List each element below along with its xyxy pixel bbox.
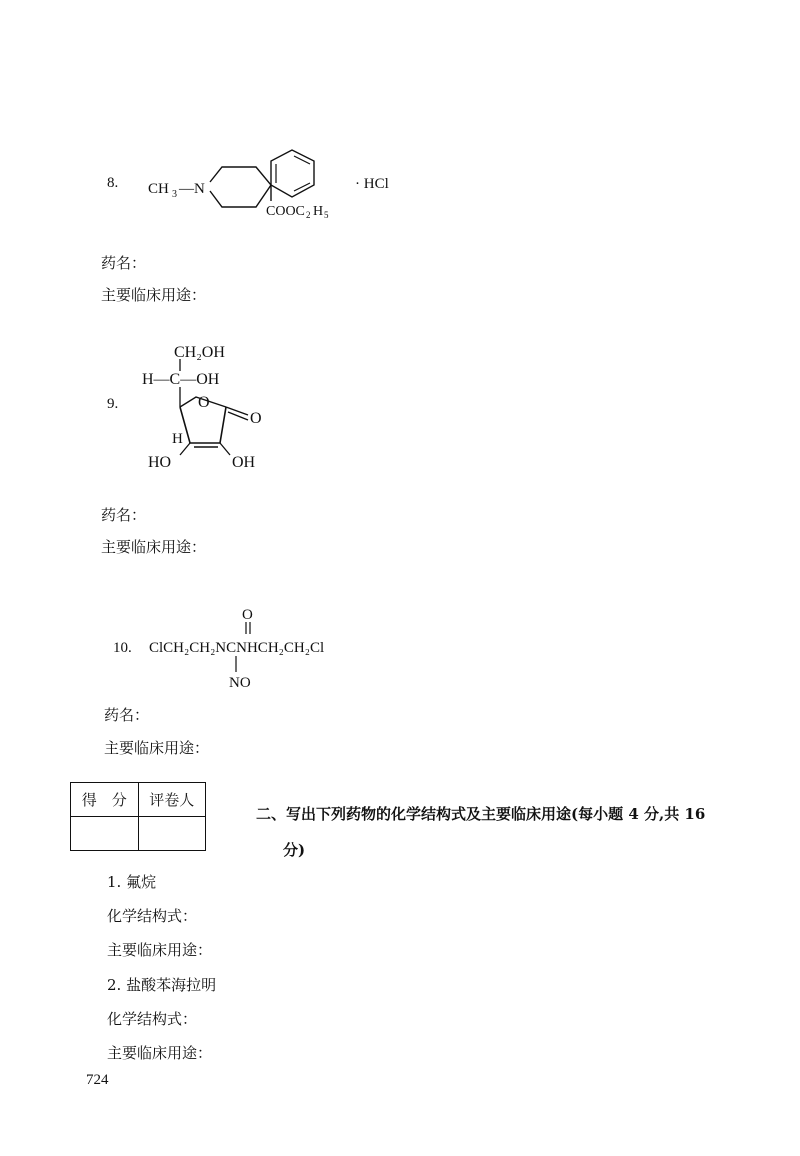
q10-top-o: O bbox=[242, 607, 253, 623]
q10-formula-main: ClCH₂CH₂NCNHCH₂CH₂Cl bbox=[149, 640, 325, 656]
s2-item-1-title: 1. 氟烷 bbox=[107, 873, 157, 891]
q10-usage-label: 主要临床用途： bbox=[104, 739, 210, 757]
q8-drug-name-label: 药名： bbox=[101, 254, 147, 272]
q9-structure bbox=[140, 335, 300, 475]
q10-drug-name-label: 药名： bbox=[104, 706, 150, 724]
q8-ch3-sub: 3 bbox=[172, 189, 177, 200]
score-table bbox=[70, 782, 206, 851]
q8-usage-label: 主要临床用途： bbox=[101, 286, 207, 304]
s2-item-2-usage-label: 主要临床用途： bbox=[107, 1044, 213, 1062]
q9-oh-right: OH bbox=[232, 454, 256, 471]
q8-benzene-ring bbox=[271, 150, 314, 197]
s2-item-1-usage-label: 主要临床用途： bbox=[107, 941, 213, 959]
score-header: 得 分 bbox=[71, 783, 139, 817]
q10-nitroso: NO bbox=[229, 675, 251, 691]
section-2-heading-line1: 二、写出下列药物的化学结构式及主要临床用途(每小题 4 分,共 16 bbox=[256, 805, 706, 823]
q9-h-bottom: H bbox=[172, 431, 183, 447]
grader-header: 评卷人 bbox=[138, 783, 206, 817]
question-10-number: 10. bbox=[113, 640, 132, 656]
q9-usage-label: 主要临床用途： bbox=[101, 538, 207, 556]
q8-ch3-label: CH bbox=[148, 181, 169, 197]
score-cell[interactable] bbox=[71, 817, 139, 851]
question-9-number: 9. bbox=[107, 396, 119, 412]
q8-piperidine-ring bbox=[210, 167, 271, 207]
s2-item-2-title: 2. 盐酸苯海拉明 bbox=[107, 976, 217, 994]
question-8-number: 8. bbox=[107, 175, 119, 191]
q8-ester-h: H bbox=[313, 204, 324, 219]
q9-top-label: CH₂OH bbox=[174, 344, 225, 361]
q8-ester-sub2: 5 bbox=[324, 210, 329, 220]
q8-dash-n: —N bbox=[179, 181, 205, 197]
section-2-heading-line2: 分) bbox=[283, 841, 306, 859]
q8-ester-label: COOC bbox=[266, 204, 305, 219]
q9-ring-o: O bbox=[198, 394, 210, 411]
q9-drug-name-label: 药名： bbox=[101, 506, 147, 524]
s2-item-1-structure-label: 化学结构式： bbox=[107, 907, 198, 925]
page-number: 724 bbox=[86, 1072, 109, 1088]
q9-ho-left: HO bbox=[148, 454, 172, 471]
q8-salt: · HCl bbox=[355, 176, 389, 192]
q9-h-c-oh: H—C—OH bbox=[142, 371, 220, 388]
grader-cell[interactable] bbox=[138, 817, 206, 851]
q8-ester-sub1: 2 bbox=[306, 210, 311, 220]
q9-carbonyl-o: O bbox=[250, 410, 262, 427]
q10-structure bbox=[140, 600, 380, 695]
s2-item-2-structure-label: 化学结构式： bbox=[107, 1010, 198, 1028]
